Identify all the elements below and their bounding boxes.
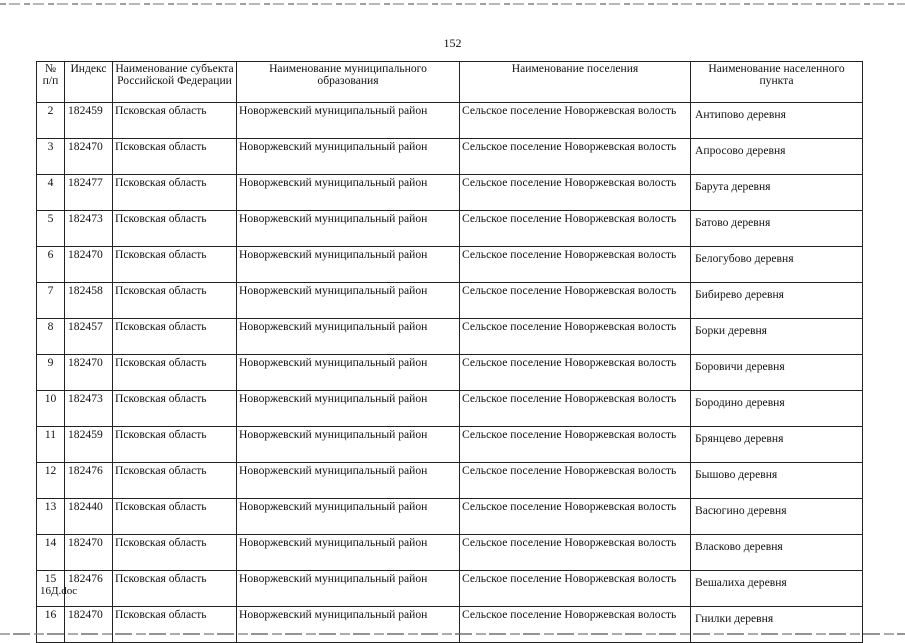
cell-locality: Гнилки деревня	[691, 607, 863, 643]
cell-index: 182476	[65, 463, 113, 499]
cell-federal-subject: Псковская область	[113, 247, 237, 283]
cell-federal-subject: Псковская область	[113, 571, 237, 607]
table-row	[37, 139, 863, 175]
cell-row-number: 2	[37, 103, 65, 139]
cell-federal-subject: Псковская область	[113, 391, 237, 427]
table-row	[37, 499, 863, 535]
cell-settlement: Сельское поселение Новоржевская волость	[460, 391, 691, 427]
cell-index: 182457	[65, 319, 113, 355]
cell-row-number: 13	[37, 499, 65, 535]
table-row	[37, 463, 863, 499]
header-municipality: Наименование муниципального образования	[237, 62, 460, 103]
cell-row-number: 6	[37, 247, 65, 283]
table-row	[37, 355, 863, 391]
cell-settlement: Сельское поселение Новоржевская волость	[460, 103, 691, 139]
cell-index: 182476	[65, 571, 113, 607]
page-number: 152	[443, 36, 462, 50]
cell-municipality: Новоржевский муниципальный район	[237, 247, 460, 283]
cell-locality: Апросово деревня	[691, 139, 863, 175]
cell-locality: Бибирево деревня	[691, 283, 863, 319]
cell-index: 182470	[65, 139, 113, 175]
table-row	[37, 283, 863, 319]
cell-municipality: Новоржевский муниципальный район	[237, 571, 460, 607]
cell-settlement: Сельское поселение Новоржевская волость	[460, 247, 691, 283]
footer-filename: 16Д.doc	[40, 585, 78, 597]
cell-locality: Боровичи деревня	[691, 355, 863, 391]
cell-settlement: Сельское поселение Новоржевская волость	[460, 427, 691, 463]
cell-municipality: Новоржевский муниципальный район	[237, 211, 460, 247]
table-row	[37, 175, 863, 211]
cell-municipality: Новоржевский муниципальный район	[237, 427, 460, 463]
header-row-number: № п/п	[37, 62, 65, 103]
cell-federal-subject: Псковская область	[113, 103, 237, 139]
cell-municipality: Новоржевский муниципальный район	[237, 355, 460, 391]
cell-settlement: Сельское поселение Новоржевская волость	[460, 283, 691, 319]
cell-locality: Васюгино деревня	[691, 499, 863, 535]
cell-index: 182459	[65, 103, 113, 139]
cell-row-number: 8	[37, 319, 65, 355]
table-row	[37, 247, 863, 283]
cell-settlement: Сельское поселение Новоржевская волость	[460, 355, 691, 391]
cell-locality: Власково деревня	[691, 535, 863, 571]
table-row	[37, 103, 863, 139]
table-row	[37, 607, 863, 643]
table-row	[37, 427, 863, 463]
cell-index: 182458	[65, 283, 113, 319]
cell-federal-subject: Псковская область	[113, 355, 237, 391]
cell-settlement: Сельское поселение Новоржевская волость	[460, 319, 691, 355]
cell-index: 182470	[65, 247, 113, 283]
cell-settlement: Сельское поселение Новоржевская волость	[460, 499, 691, 535]
cell-federal-subject: Псковская область	[113, 463, 237, 499]
table-header-row	[37, 62, 863, 103]
cell-row-number: 5	[37, 211, 65, 247]
cell-federal-subject: Псковская область	[113, 427, 237, 463]
cell-row-number: 10	[37, 391, 65, 427]
cell-index: 182440	[65, 499, 113, 535]
cell-municipality: Новоржевский муниципальный район	[237, 607, 460, 643]
cell-locality: Вешалиха деревня	[691, 571, 863, 607]
cell-row-number: 3	[37, 139, 65, 175]
cell-row-number: 7	[37, 283, 65, 319]
cell-locality: Антипово деревня	[691, 103, 863, 139]
cell-row-number: 4	[37, 175, 65, 211]
cell-federal-subject: Псковская область	[113, 535, 237, 571]
cell-federal-subject: Псковская область	[113, 319, 237, 355]
cell-municipality: Новоржевский муниципальный район	[237, 175, 460, 211]
cell-federal-subject: Псковская область	[113, 499, 237, 535]
table-row	[37, 319, 863, 355]
cell-municipality: Новоржевский муниципальный район	[237, 139, 460, 175]
cell-locality: Борки деревня	[691, 319, 863, 355]
cell-index: 182470	[65, 535, 113, 571]
cell-row-number: 14	[37, 535, 65, 571]
cell-locality: Бородино деревня	[691, 391, 863, 427]
cell-municipality: Новоржевский муниципальный район	[237, 535, 460, 571]
cell-locality: Бышово деревня	[691, 463, 863, 499]
cell-settlement: Сельское поселение Новоржевская волость	[460, 571, 691, 607]
cell-federal-subject: Псковская область	[113, 211, 237, 247]
cell-row-number: 16	[37, 607, 65, 643]
cell-settlement: Сельское поселение Новоржевская волость	[460, 463, 691, 499]
cell-index: 182477	[65, 175, 113, 211]
header-settlement: Наименование поселения	[460, 62, 691, 103]
cell-index: 182473	[65, 211, 113, 247]
table-row	[37, 211, 863, 247]
cell-federal-subject: Псковская область	[113, 139, 237, 175]
cell-locality: Брянцево деревня	[691, 427, 863, 463]
header-index: Индекс	[65, 62, 113, 103]
cell-settlement: Сельское поселение Новоржевская волость	[460, 175, 691, 211]
cell-index: 182470	[65, 355, 113, 391]
header-federal-subject: Наименование субъекта Российской Федерации	[113, 62, 237, 103]
cell-settlement: Сельское поселение Новоржевская волость	[460, 535, 691, 571]
table-body	[37, 103, 863, 643]
cell-locality: Батово деревня	[691, 211, 863, 247]
cell-index: 182459	[65, 427, 113, 463]
cell-row-number: 12	[37, 463, 65, 499]
settlements-table	[36, 61, 863, 643]
cell-municipality: Новоржевский муниципальный район	[237, 499, 460, 535]
table-row	[37, 571, 863, 607]
cell-federal-subject: Псковская область	[113, 175, 237, 211]
table-row	[37, 535, 863, 571]
cell-municipality: Новоржевский муниципальный район	[237, 103, 460, 139]
cell-row-number: 9	[37, 355, 65, 391]
cell-municipality: Новоржевский муниципальный район	[237, 283, 460, 319]
cell-index: 182470	[65, 607, 113, 643]
table-row	[37, 391, 863, 427]
cell-municipality: Новоржевский муниципальный район	[237, 319, 460, 355]
cell-locality: Белогубово деревня	[691, 247, 863, 283]
scan-edge-bottom	[0, 633, 905, 635]
cell-municipality: Новоржевский муниципальный район	[237, 463, 460, 499]
cell-settlement: Сельское поселение Новоржевская волость	[460, 139, 691, 175]
cell-federal-subject: Псковская область	[113, 283, 237, 319]
cell-row-number: 11	[37, 427, 65, 463]
scan-edge-top	[0, 3, 905, 5]
cell-federal-subject: Псковская область	[113, 607, 237, 643]
cell-settlement: Сельское поселение Новоржевская волость	[460, 211, 691, 247]
header-locality: Наименование населенного пункта	[691, 62, 863, 103]
cell-locality: Барута деревня	[691, 175, 863, 211]
cell-index: 182473	[65, 391, 113, 427]
cell-settlement: Сельское поселение Новоржевская волость	[460, 607, 691, 643]
cell-municipality: Новоржевский муниципальный район	[237, 391, 460, 427]
cell-row-number: 15	[37, 571, 65, 607]
